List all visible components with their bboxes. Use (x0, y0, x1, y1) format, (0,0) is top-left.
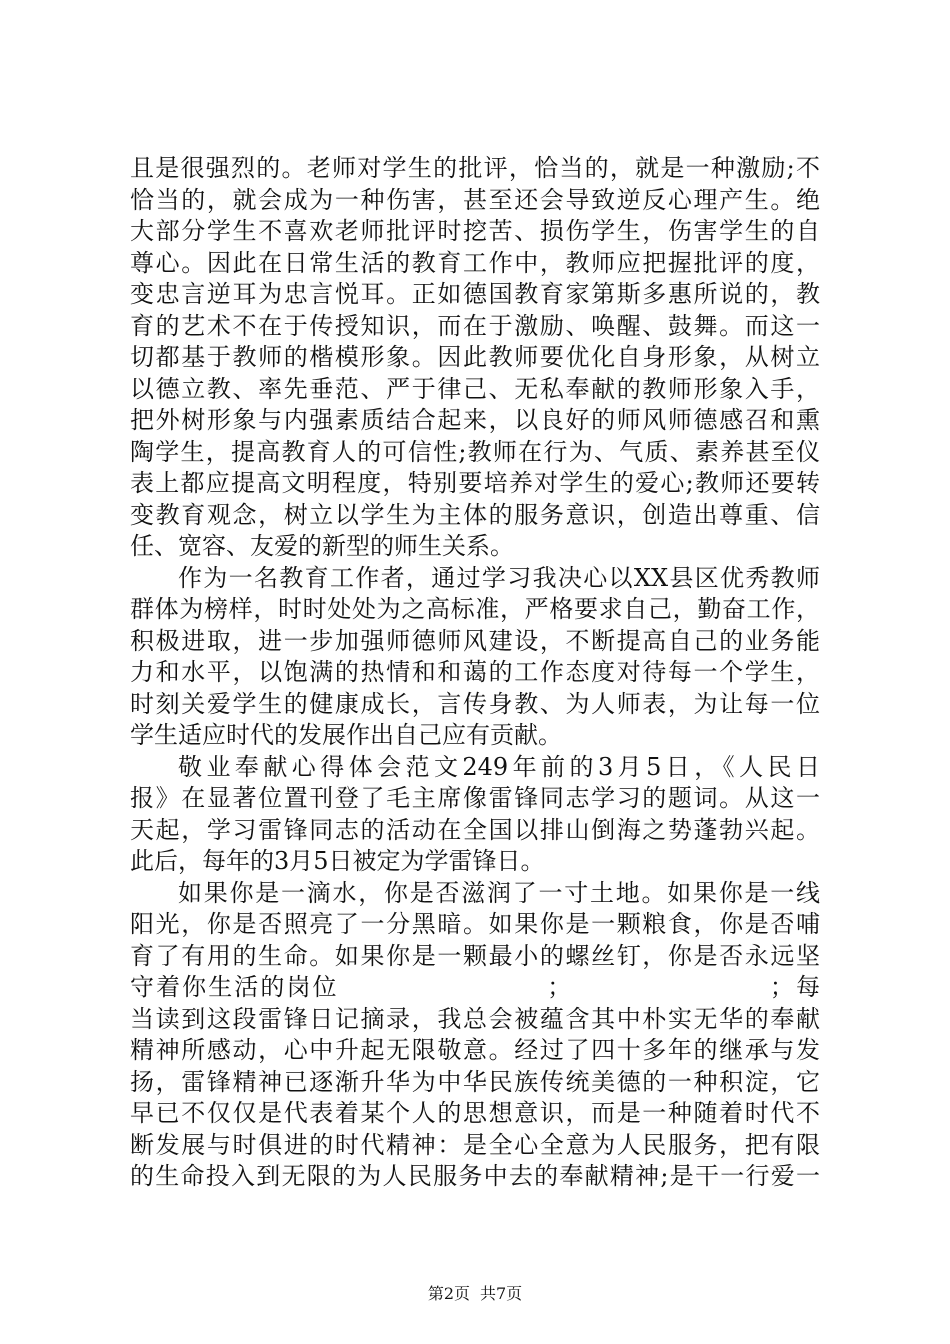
paragraph-start-line: 敬业奉献心得体会范文249年前的3月5日，《人民日 (178, 752, 820, 781)
text-line: 以德立教、率先垂范、严于律己、无私奉献的教师形象入手， (130, 374, 820, 403)
text-line: 此后，每年的3月5日被定为学雷锋日。 (130, 847, 545, 875)
text-line: 当读到这段雷锋日记摘录，我总会被蕴含其中朴实无华的奉献 (130, 1004, 820, 1033)
text-line: 时刻关爱学生的健康成长，言传身教、为人师表，为让每一位 (130, 689, 820, 718)
text-line: 天起，学习雷锋同志的活动在全国以排山倒海之势蓬勃兴起。 (130, 815, 820, 844)
text-line: 育了有用的生命。如果你是一颗最小的螺丝钉，你是否永远坚 (130, 941, 820, 970)
text-line: 表上都应提高文明程度，特别要培养对学生的爱心;教师还要转 (130, 469, 820, 497)
text-line: 变教育观念，树立以学生为主体的服务意识，创造出尊重、信 (130, 500, 820, 529)
text-line: 断发展与时俱进的时代精神：是全心全意为人民服务，把有限 (130, 1130, 820, 1159)
paragraph-start-line: 如果你是一滴水，你是否滋润了一寸土地。如果你是一线 (178, 878, 820, 907)
page-total: 共7页 (480, 1284, 523, 1303)
page-footer (0, 1284, 950, 1304)
text-line: 陶学生，提高教育人的可信性;教师在行为、气质、素养甚至仪 (130, 437, 820, 466)
text-line: 把外树形象与内强素质结合起来，以良好的师风师德感召和熏 (130, 406, 820, 434)
body-text (130, 153, 820, 1193)
text-line: 育的艺术不在于传授知识，而在于激励、唤醒、鼓舞。而这一 (130, 311, 820, 340)
text-line: 尊心。因此在日常生活的教育工作中，教师应把握批评的度， (130, 248, 820, 277)
text-line: 报》在显著位置刊登了毛主席像雷锋同志学习的题词。从这一 (130, 784, 820, 812)
text-line: 群体为榜样，时时处处为之高标准，严格要求自己，勤奋工作， (130, 595, 820, 623)
text-line: 切都基于教师的楷模形象。因此教师要优化自身形象，从树立 (130, 343, 820, 371)
text-line: 学生适应时代的发展作出自己应有贡献。 (130, 721, 562, 749)
text-line: 精神所感动，心中升起无限敬意。经过了四十多年的继承与发 (130, 1036, 820, 1064)
text-line: 守着你生活的岗位 ； ；每 (130, 973, 820, 1001)
text-line: 且是很强烈的。老师对学生的批评，恰当的，就是一种激励;不 (130, 154, 820, 182)
text-line: 任、宽容、友爱的新型的师生关系。 (130, 532, 514, 560)
text-line: 阳光，你是否照亮了一分黑暗。如果你是一颗粮食，你是否哺 (130, 910, 820, 938)
text-line: 的生命投入到无限的为人民服务中去的奉献精神;是干一行爱一 (130, 1162, 820, 1190)
text-line: 积极进取，进一步加强师德师风建设，不断提高自己的业务能 (130, 626, 820, 655)
text-line: 恰当的，就会成为一种伤害，甚至还会导致逆反心理产生。绝 (130, 185, 820, 214)
paragraph-start-line: 作为一名教育工作者，通过学习我决心以XX县区优秀教师 (178, 563, 820, 592)
text-line: 变忠言逆耳为忠言悦耳。正如德国教育家第斯多惠所说的，教 (130, 280, 820, 308)
text-line: 扬，雷锋精神已逐渐升华为中华民族传统美德的一种积淀，它 (130, 1067, 820, 1096)
page-number: 第2页 (427, 1284, 470, 1303)
text-line: 大部分学生不喜欢老师批评时挖苦、损伤学生，伤害学生的自 (130, 217, 820, 245)
text-line: 力和水平，以饱满的热情和和蔼的工作态度对待每一个学生， (130, 658, 820, 686)
text-line: 早已不仅仅是代表着某个人的思想意识，而是一种随着时代不 (130, 1099, 820, 1127)
